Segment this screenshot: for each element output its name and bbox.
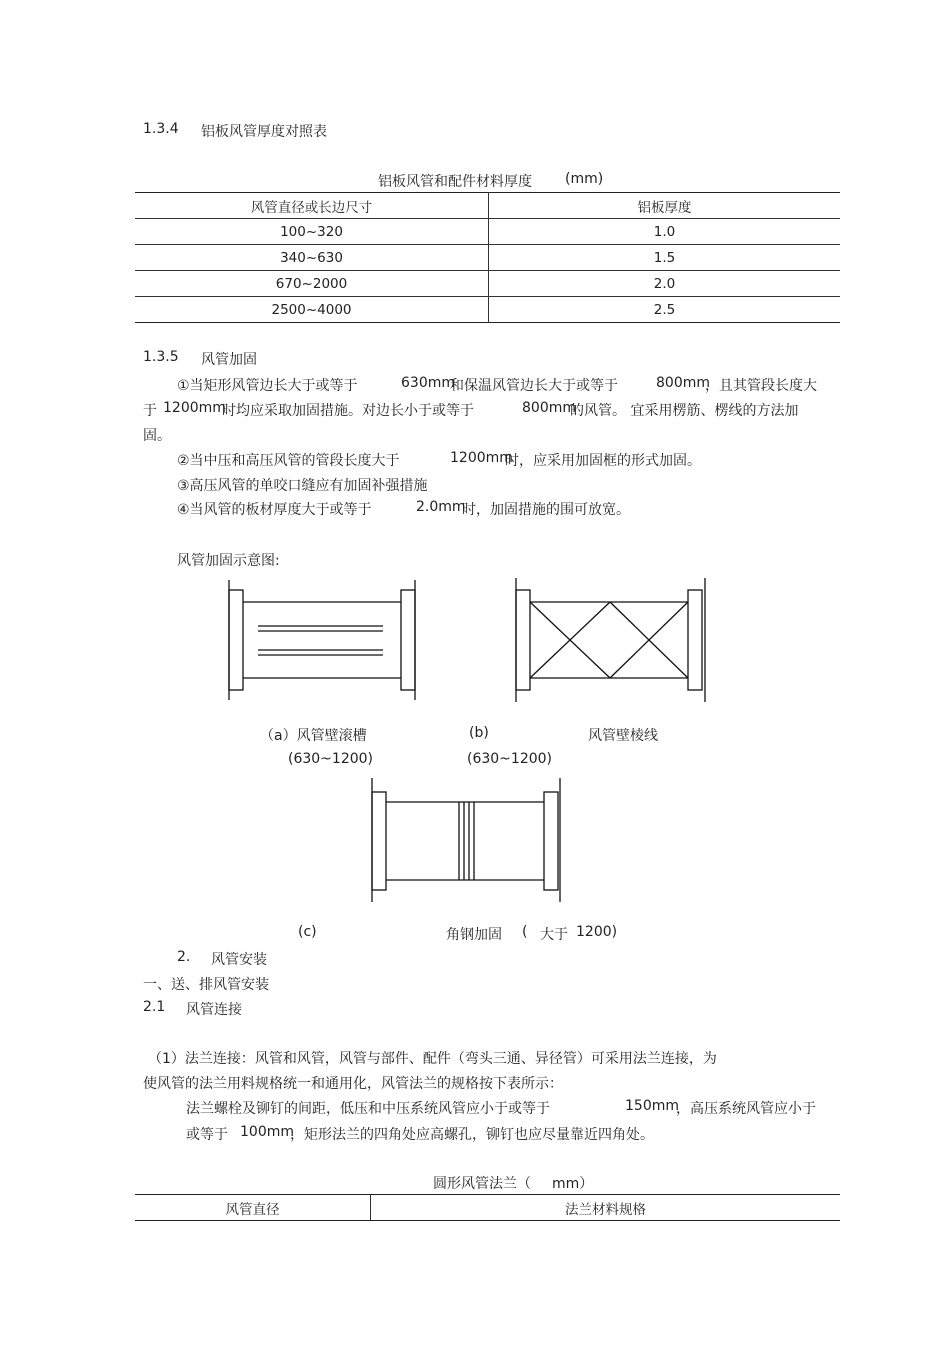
table-caption: 圆形风管法兰（ [433,1176,531,1192]
table-cell: 1.0 [489,219,841,245]
para-text: ，且其管段长度大 [705,378,817,394]
para-text: 1200mm [163,400,226,416]
para-text: 时，应采用加固框的形式加固。 [505,453,701,469]
table-header: 风管直径或长边尺寸 [135,193,489,219]
table-cell: 670~2000 [135,271,489,297]
table-row [135,245,840,271]
thickness-table [135,192,840,323]
table-cell: 1.5 [489,245,841,271]
para-text: 630mm [401,375,455,391]
table-header-row [135,1195,840,1221]
section-number: 2.1 [143,999,166,1015]
para-text: （1）法兰连接：风管和风管，风管与部件、配件（弯头三通、异径管）可采用法兰连接，为 [148,1051,717,1067]
table-row [135,271,840,297]
para-text: 800mm [522,400,576,416]
table-cell: 100~320 [135,219,489,245]
para-text: ③高压风管的单咬口缝应有加固补强措施 [177,478,428,494]
figure-c-angle-steel [360,775,570,905]
para-text: 或等于 [186,1127,228,1143]
para-text: 法兰螺栓及铆钉的间距，低压和中压系统风管应小于或等于 [186,1101,550,1117]
para-text: 和保温风管边长大于或等于 [450,378,618,394]
section-number: 1.3.4 [143,121,179,137]
figure-b-label: (b) [469,725,489,741]
figure-c-label: (c) [298,924,317,940]
para-text: ，矩形法兰的四角处应高螺孔，铆钉也应尽量靠近四角处。 [290,1127,654,1143]
table-cell: 2500~4000 [135,297,489,323]
table-unit: (mm) [565,171,604,187]
para-text: ④当风管的板材厚度大于或等于 [177,502,372,518]
table-header: 铝板厚度 [637,199,692,216]
figure-c-range: 大于 [540,927,568,943]
para-text: 1200mm [450,450,513,466]
part-heading: 一、送、排风管安装 [143,977,269,993]
section-number: 1.3.5 [143,349,179,365]
para-text: ②当中压和高压风管的管段长度大于 [177,453,400,469]
para-text: 800mm [656,375,710,391]
figure-a-label: （a）风管壁滚槽 [260,728,367,744]
figure-b-name: 风管壁棱线 [588,728,658,744]
section-title: 风管安装 [211,952,267,968]
figure-b-range: (630~1200) [467,751,553,767]
table-unit: mm） [552,1176,594,1192]
table-header: 法兰材料规格 [565,1201,646,1218]
figure-c-paren: ( [522,924,528,940]
para-text: 时，加固措施的围可放宽。 [462,502,630,518]
figure-c-value: 1200) [576,924,618,940]
figure-intro: 风管加固示意图: [177,553,280,569]
table-cell: 2.0 [489,271,841,297]
para-text: 固。 [143,428,171,444]
section-title: 铝板风管厚度对照表 [201,124,327,140]
para-text: 于 [143,403,157,419]
para-text: 使风管的法兰用料规格统一和通用化，风管法兰的规格按下表所示： [143,1076,563,1092]
table-cell: 2.5 [489,297,841,323]
para-text: 2.0mm [416,499,466,515]
para-text: ，高压系统风管应小于 [676,1101,816,1117]
table-row [135,219,840,245]
para-text: 的风管。 宜采用楞筋、楞线的方法加 [570,403,799,419]
para-text: 100mm [240,1124,294,1140]
figure-b-ridge-line [505,575,715,705]
table-cell: 340~630 [135,245,489,271]
figure-a-range: (630~1200) [288,751,374,767]
para-text: 150mm [625,1098,679,1114]
figure-a-roll-groove [220,575,425,705]
table-header-row [135,193,840,219]
figure-c-name: 角钢加固 [446,927,502,943]
flange-table [135,1194,840,1221]
table-caption: 铝板风管和配件材料厚度 [378,174,532,190]
table-header: 风管直径 [135,1195,371,1221]
para-text: ①当矩形风管边长大于或等于 [177,378,358,394]
para-text: 时均应采取加固措施。对边长小于或等于 [222,403,474,419]
section-number: 2. [177,949,191,965]
table-row [135,297,840,323]
section-title: 风管连接 [186,1002,242,1018]
section-title: 风管加固 [201,352,257,368]
